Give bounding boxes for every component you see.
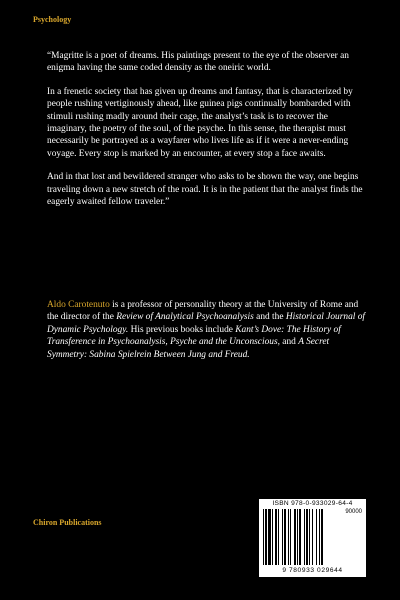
book-titles: Kant’s Dove: The History of Transference in Psychoanalysis, Psyche and the Unconscious, (47, 324, 341, 348)
barcode-bars (263, 509, 333, 567)
book-title: A Secret Symmetry: Sabina Spielrein Between Jung and Freud. (47, 337, 330, 360)
bio-text: His previous books include (128, 324, 236, 335)
barcode (259, 499, 366, 577)
journal-title: Review of Analytical Psychoanalysis (116, 312, 254, 323)
bio-text: and (279, 337, 299, 348)
blurb-quote (47, 50, 367, 219)
bio-text: and the (253, 312, 286, 323)
category-label: Psychology (33, 15, 72, 24)
bio-text: is a professor of personality theory at the University of Rome and the director of the (47, 300, 359, 323)
author-bio (47, 299, 367, 361)
barcode-digits: 9 780933 029644 (282, 567, 343, 574)
author-bio-text (47, 299, 367, 361)
journal-title: Historical Journal of Dynamic Psychology. (47, 312, 366, 335)
blurb-paragraph: “Magritte is a poet of dreams. His paintings present to the eye of the observer an enigma having the same coded density as the oneiric world. (47, 51, 349, 74)
publisher-name: Chiron Publications (33, 518, 102, 527)
isbn-text: ISBN 978-0-933029-64-4 (272, 500, 353, 507)
author-name: Aldo Carotenuto (47, 300, 110, 310)
blurb-paragraph: In a frenetic society that has given up dreams and fantasy, that is characterized by people rushing vertiginously ahead, like guinea pigs continually bombarded with stimuli rushing madly around their cage, the analyst’s task is to recover the imaginary, the poetry of the soul, of the psyche. In this sense, the therapist must necessarily be portrayed as a wayfarer who lives life as if it were a never-ending voyage. Every stop is marked by an encounter, at every stop a face awaits. (47, 86, 353, 159)
blurb-paragraph: And in that lost and bewildered stranger who asks to be shown the way, one begins traveling down a new stretch of the road. It is in the patient that the analyst finds the eagerly awaited fellow traveler.” (47, 172, 363, 208)
price-code: 90000 (345, 509, 362, 515)
